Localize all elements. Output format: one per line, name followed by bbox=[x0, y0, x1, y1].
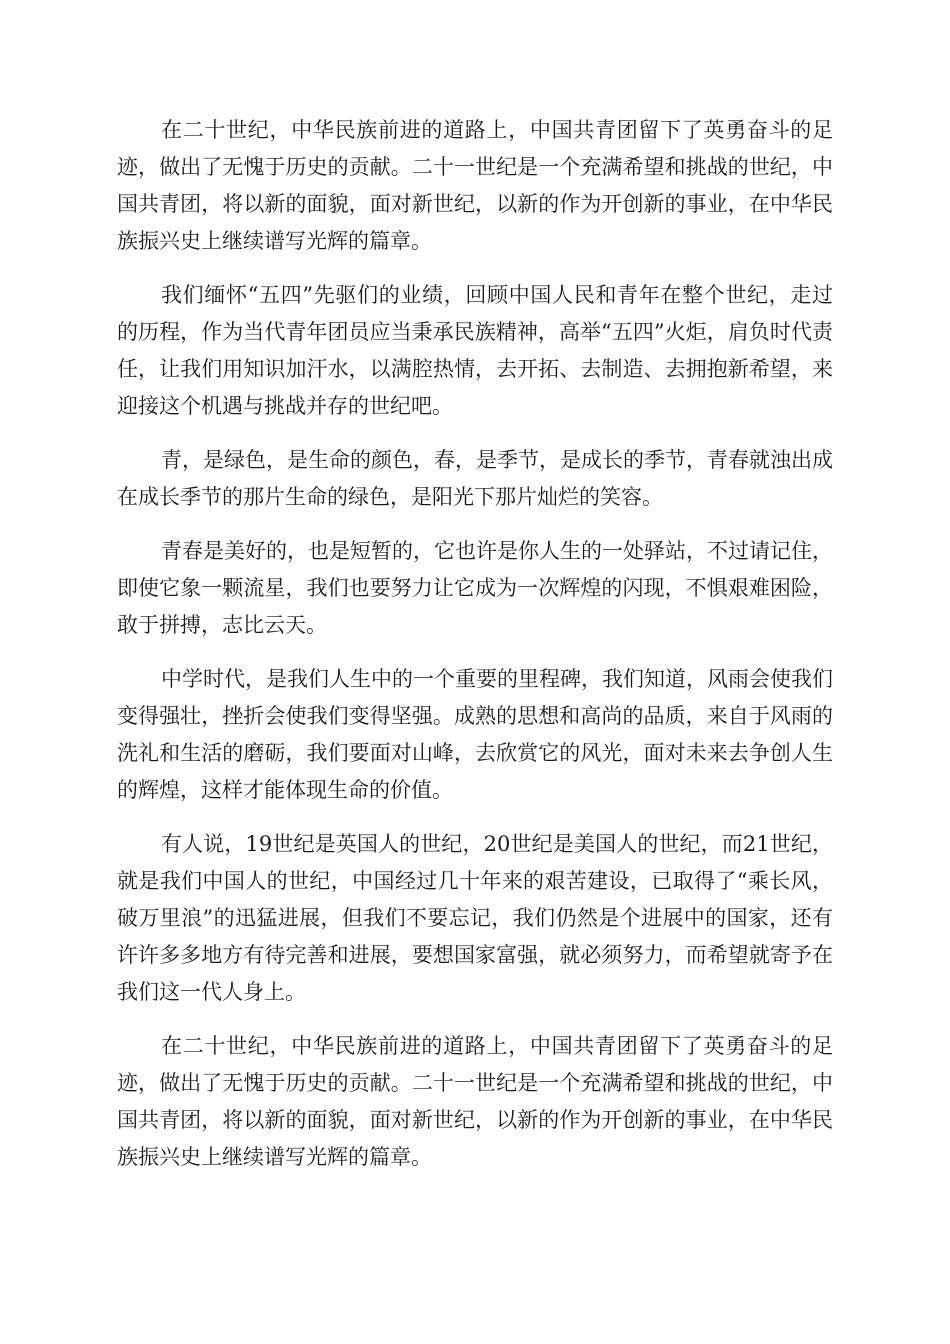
document-body bbox=[117, 112, 833, 1193]
paragraph-7: 在二十世纪，中华民族前进的道路上，中国共青团留下了英勇奋斗的足迹，做出了无愧于历史的贡献。二十一世纪是一个充满希望和挑战的世纪，中国共青团，将以新的面貌，面对新世纪，以新的作为开创新的事业，在中华民族振兴史上继续谱写光辉的篇章。 bbox=[117, 1034, 833, 1169]
paragraph-1: 在二十世纪，中华民族前进的道路上，中国共青团留下了英勇奋斗的足迹，做出了无愧于历史的贡献。二十一世纪是一个充满希望和挑战的世纪，中国共青团，将以新的面貌，面对新世纪，以新的作为开创新的事业，在中华民族振兴史上继续谱写光辉的篇章。 bbox=[117, 118, 833, 253]
paragraph-4: 青春是美好的，也是短暂的，它也许是你人生的一处驿站，不过请记住，即使它象一颗流星，我们也要努力让它成为一次辉煌的闪现，不惧艰难困险，敢于拼搏，志比云天。 bbox=[117, 539, 833, 637]
paragraph-5: 中学时代，是我们人生中的一个重要的里程碑，我们知道，风雨会使我们变得强壮，挫折会使我们变得坚强。成熟的思想和高尚的品质，来自于风雨的洗礼和生活的磨砺，我们要面对山峰，去欣赏它的风光，面对未来去争创人生的辉煌，这样才能体现生命的价值。 bbox=[117, 667, 833, 802]
paragraph-2: 我们缅怀“五四”先驱们的业绩，回顾中国人民和青年在整个世纪，走过的历程，作为当代青年团员应当秉承民族精神，高举“五四”火炬，肩负时代责任，让我们用知识加汗水，以满腔热情，去开拓、去制造、去拥抱新希望，来迎接这个机遇与挑战并存的世纪吧。 bbox=[117, 283, 833, 418]
paragraph-3: 青，是绿色，是生命的颜色，春，是季节，是成长的季节，青春就浊出成在成长季节的那片生命的绿色，是阳光下那片灿烂的笑容。 bbox=[117, 448, 833, 509]
paragraph-6: 有人说，19世纪是英国人的世纪，20世纪是美国人的世纪，而21世纪，就是我们中国人的世纪，中国经过几十年来的艰苦建设，已取得了“乘长风，破万里浪”的迅猛进展，但我们不要忘记，我们仍然是个进展中的国家，还有许许多多地方有待完善和进展，要想国家富强，就必须努力，而希望就寄予在我们这一代人身上。 bbox=[117, 832, 833, 1004]
